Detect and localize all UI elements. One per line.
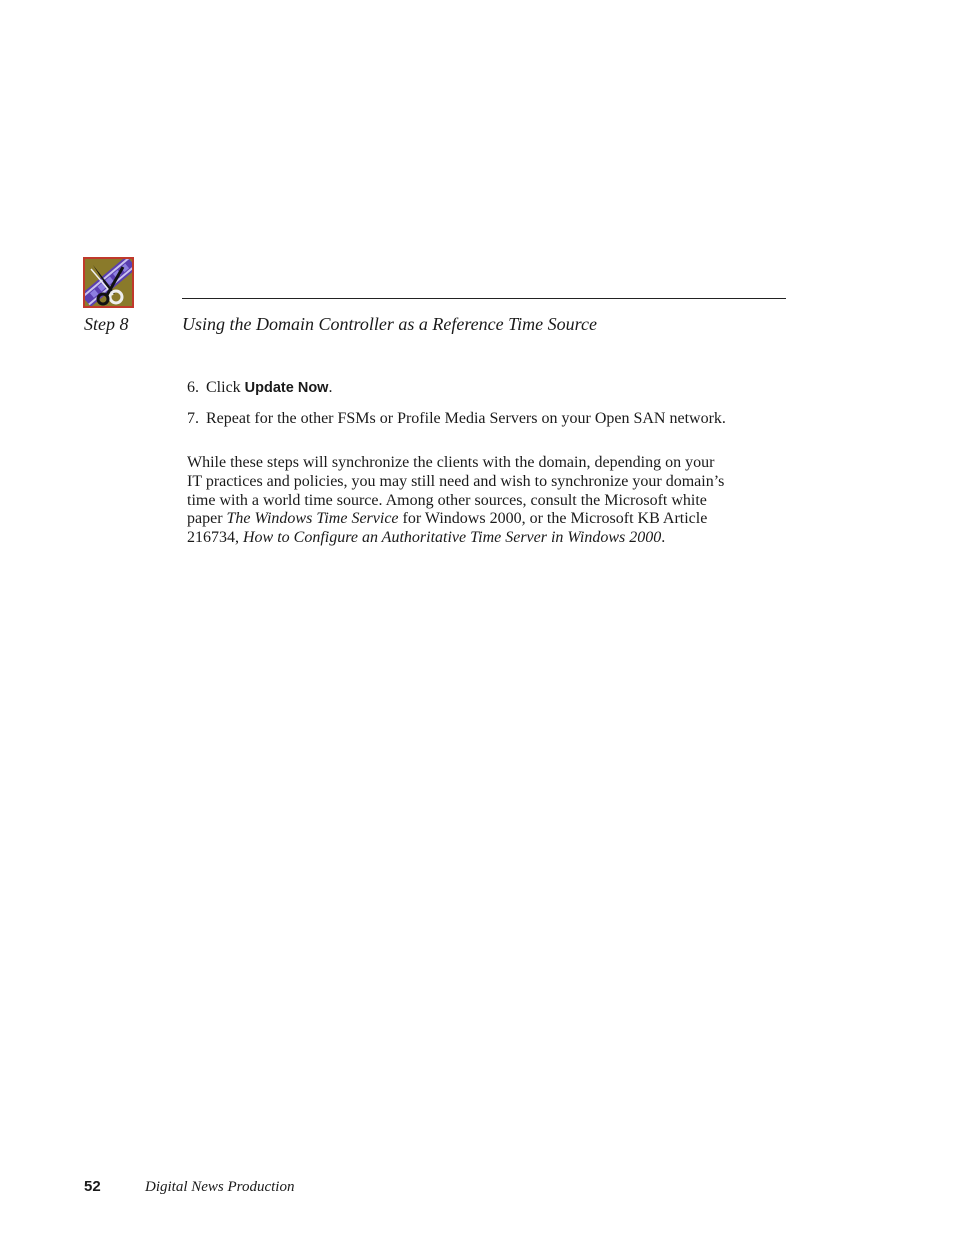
white-paper-title: The Windows Time Service: [226, 510, 399, 528]
paragraph-text: While these steps will synchronize the clients with the domain, depending on your IT practices and policies, you may still need and wish to synchronize your domain’s time with a world time source. Among other sources, consult the Microsoft white paper: [187, 454, 725, 528]
step-text-suffix: .: [328, 379, 333, 396]
step-item-6: [187, 378, 727, 398]
step-number: 7.: [187, 410, 199, 427]
body-paragraph: [187, 454, 732, 548]
section-title: Using the Domain Controller as a Reference Time Source: [182, 314, 597, 334]
paragraph-text: for Windows 2000, or the Microsoft KB Article 216734,: [187, 510, 708, 547]
step-number: 6.: [187, 379, 199, 396]
kb-article-title: How to Configure an Authoritative Time Server in Windows 2000: [243, 529, 662, 547]
step-label: Step 8: [84, 314, 129, 334]
numbered-steps: [187, 378, 727, 439]
header-rule: [182, 298, 786, 299]
paragraph-text: .: [661, 529, 666, 547]
step-item-7: [187, 409, 727, 428]
update-now-label: Update Now: [244, 380, 329, 396]
book-title: Digital News Production: [145, 1179, 295, 1195]
page-number: 52: [84, 1178, 101, 1195]
film-scissors-logo-icon: [83, 257, 134, 308]
step-text-prefix: Click: [206, 379, 245, 396]
step-text: Repeat for the other FSMs or Profile Media Servers on your Open SAN network.: [206, 410, 726, 427]
